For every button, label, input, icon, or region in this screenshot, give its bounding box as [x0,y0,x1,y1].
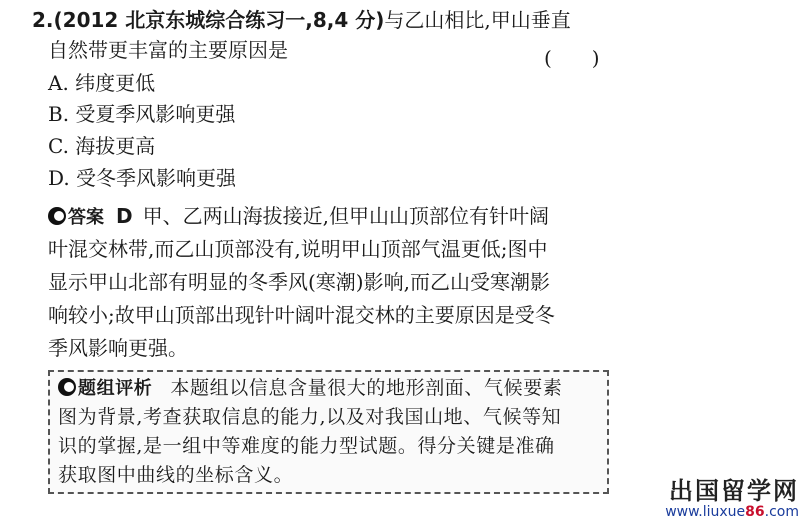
answer-line-1 [48,204,549,230]
watermark [665,471,799,520]
answer-label: 答案 [68,207,104,228]
watermark-site-name: 出国留学网 [669,477,799,505]
analysis-label: 题组评析 [78,378,153,399]
analysis-text-3: 识的掌握,是一组中等难度的能力型试题。得分关键是准确 [58,435,555,457]
answer-blank: ( ) [544,46,600,70]
watermark-url-highlight: 86 [745,504,765,520]
question-stem-2: 自然带更丰富的主要原因是 [48,38,288,62]
option-b: B. 受夏季风影响更强 [48,102,236,126]
question-number: 2. [32,8,54,32]
question-stem-1: 与乙山相比,甲山垂直 [384,8,571,32]
analysis-badge-icon [58,378,76,396]
answer-text-1: 甲、乙两山海拔接近,但甲山山顶部位有针叶阔 [142,204,549,228]
answer-text-5: 季风影响更强。 [48,336,188,360]
analysis-text-4: 获取图中曲线的坐标含义。 [58,464,294,486]
answer-text-3: 显示甲山北部有明显的冬季风(寒潮)影响,而乙山受寒潮影 [48,270,550,294]
option-c: C. 海拔更高 [48,134,156,158]
answer-letter: D [116,204,133,228]
analysis-box [48,370,609,494]
analysis-line-1 [58,376,562,401]
answer-text-4: 响较小;故甲山顶部出现针叶阔叶混交林的主要原因是受冬 [48,303,555,327]
question-line-1 [32,8,571,32]
question-source: (2012 北京东城综合练习一,8,4 分) [53,8,385,32]
watermark-url-prefix: www.liuxue [665,504,746,520]
analysis-text-2: 图为背景,考查获取信息的能力,以及对我国山地、气候等知 [58,406,562,428]
watermark-url [665,504,799,520]
option-d: D. 受冬季风影响更强 [48,166,237,190]
analysis-text-1: 本题组以信息含量很大的地形剖面、气候要素 [170,377,563,399]
option-a: A. 纬度更低 [48,71,156,95]
watermark-url-suffix: .com [764,504,799,520]
answer-text-2: 叶混交林带,而乙山顶部没有,说明甲山顶部气温更低;图中 [48,237,548,261]
answer-badge-icon [48,207,66,225]
